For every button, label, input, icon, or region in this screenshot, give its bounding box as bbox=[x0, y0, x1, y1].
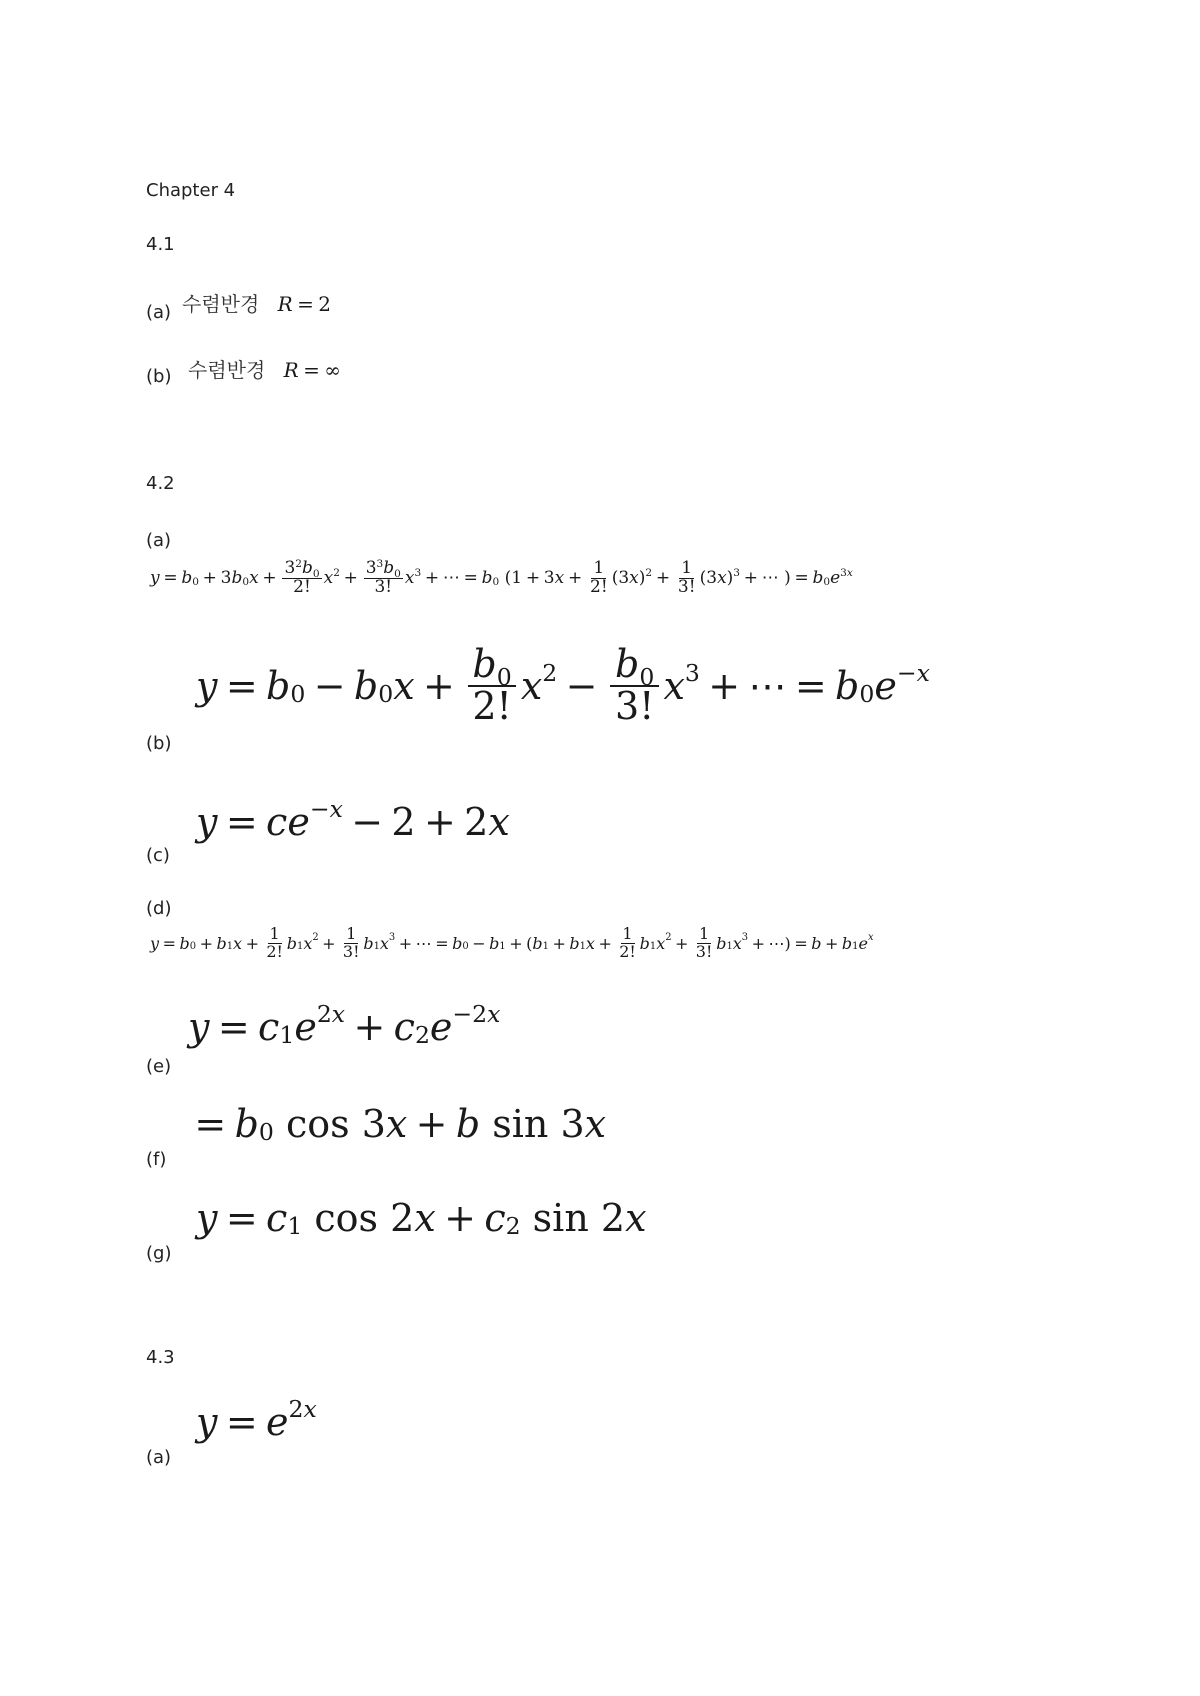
item-label-4-2-d: (d) bbox=[146, 898, 172, 919]
item-label-4-1-b: (b) bbox=[146, 366, 172, 387]
section-heading-4-2: 4.2 bbox=[146, 473, 175, 494]
formula-4-1-b: R = ∞ bbox=[283, 358, 341, 382]
item-label-4-2-c: (c) bbox=[146, 845, 170, 866]
formula-4-2-a: y = b $_0$ + 3 b $_0$ x + $\frac{3^2b_0}{2!}$ x $^2$ + $\frac{3^3b_0}{3!}$ x $^3$ + ⋯ = b $_0$ (1 + 3 x + $\frac{1}{2!}$ (3 x ) $^2$ + $\frac{1}{3!}$ (3 x ) $^3$ + ⋯ ) = b $_0$ e $^{3x}$ bbox=[150, 558, 853, 597]
formula-4-1-a: R = 2 bbox=[277, 292, 331, 316]
korean-text-4-1-b: 수렴반경 bbox=[188, 358, 266, 382]
formula-4-2-c: y = c e $^{-x}$ − 2 + 2 x bbox=[196, 795, 510, 844]
item-label-4-2-f: (f) bbox=[146, 1149, 167, 1170]
answer-4-1-a bbox=[182, 288, 331, 317]
section-heading-4-3: 4.3 bbox=[146, 1347, 175, 1368]
chapter-title: Chapter 4 bbox=[146, 180, 236, 201]
formula-4-2-f: = b $_0$ cos 3 x + b sin 3 x bbox=[194, 1102, 607, 1147]
item-label-4-2-g: (g) bbox=[146, 1243, 172, 1264]
formula-4-3-a: y = e $^{2x}$ bbox=[196, 1395, 317, 1444]
item-label-4-2-b: (b) bbox=[146, 733, 172, 754]
formula-4-2-d: y = b $_0$ + b $_1$ x + $\frac{1}{2!}$ b $_1$ x $^2$ + $\frac{1}{3!}$ b $_1$ x $^3$ + ⋯ = b $_0$ − b $_1$ + ( b $_1$ + b $_1$ x + $\frac{1}{2!}$ b $_1$ x $^2$ + $\frac{1}{3!}$ b $_1$ x $^3$ + ⋯) = b + b $_1$ e $^x$ bbox=[150, 924, 874, 961]
formula-4-2-g: y = c $_1$ cos 2 x + c $_2$ sin 2 x bbox=[196, 1196, 647, 1241]
item-label-4-3-a: (a) bbox=[146, 1447, 172, 1468]
formula-4-2-e: y = c $_1$ e $^{2x}$ + c $_2$ e $^{-2x}$ bbox=[188, 1000, 501, 1050]
section-heading-4-1: 4.1 bbox=[146, 234, 175, 255]
answer-4-1-b bbox=[188, 354, 341, 383]
item-label-4-1-a: (a) bbox=[146, 302, 172, 323]
item-label-4-2-a: (a) bbox=[146, 530, 172, 551]
formula-4-2-b: y = b $_0$ − b $_0$ x + $\frac{b_0}{2!}$ x $^2$ − $\frac{b_0}{3!}$ x $^3$ + ⋯ = b $_0$ e $^{-x}$ bbox=[196, 642, 930, 728]
korean-text-4-1-a: 수렴반경 bbox=[182, 292, 260, 316]
item-label-4-2-e: (e) bbox=[146, 1056, 172, 1077]
